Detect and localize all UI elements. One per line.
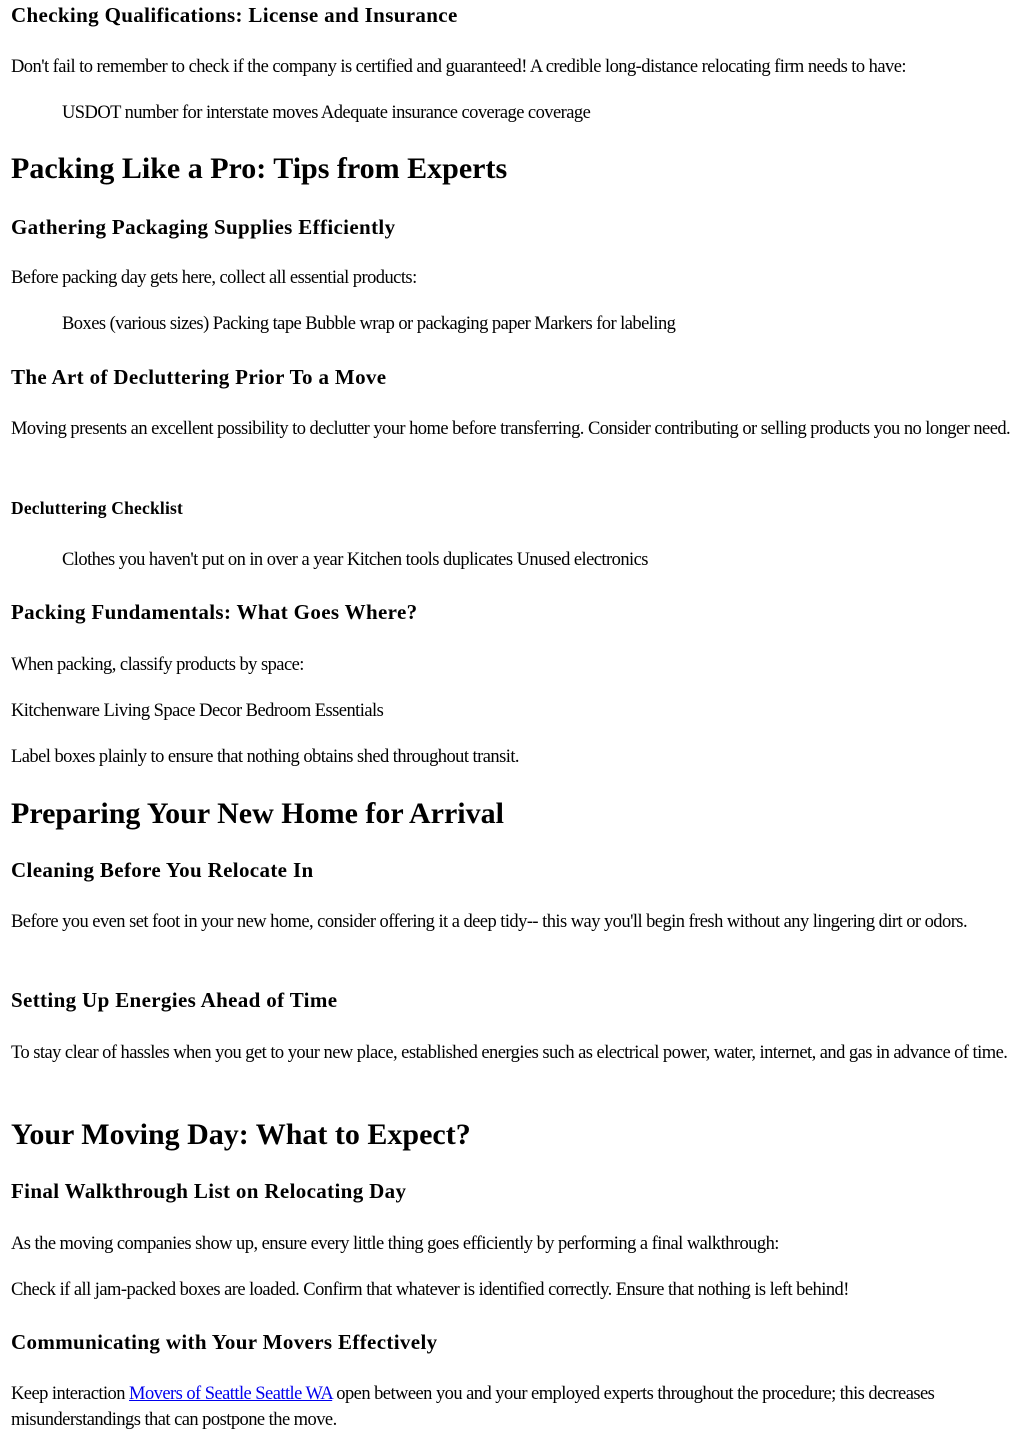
heading-gathering-supplies: Gathering Packaging Supplies Efficiently <box>11 215 396 239</box>
list-decluttering-checklist: Clothes you haven't put on in over a year Kitchen tools duplicates Unused electronics <box>62 550 648 570</box>
heading-packing-fundamentals: Packing Fundamentals: What Goes Where? <box>11 600 418 624</box>
list-fundamentals: Kitchenware Living Space Decor Bedroom Essentials <box>11 701 384 721</box>
heading-cleaning: Cleaning Before You Relocate In <box>11 858 314 882</box>
paragraph-walkthrough-intro: As the moving companies show up, ensure every little thing goes efficiently by performing a final walkthrough: <box>11 1234 779 1254</box>
paragraph-utilities: To stay clear of hassles when you get to your new place, established energies such as electrical power, water, internet, and gas in advance of time. <box>11 1043 1008 1063</box>
list-qualifications: USDOT number for interstate moves Adequate insurance coverage coverage <box>62 103 591 123</box>
paragraph-fundamentals-note: Label boxes plainly to ensure that nothing obtains shed throughout transit. <box>11 747 520 767</box>
communicating-text-before: Keep interaction <box>11 1384 130 1404</box>
list-walkthrough: Check if all jam-packed boxes are loaded. Confirm that whatever is identified correctly. Ensure that nothing is left behind! <box>11 1280 849 1300</box>
heading-decluttering-checklist: Decluttering Checklist <box>11 498 184 518</box>
heading-decluttering: The Art of Decluttering Prior To a Move <box>11 365 387 389</box>
paragraph-fundamentals-intro: When packing, classify products by space: <box>11 655 304 675</box>
title-moving-day: Your Moving Day: What to Expect? <box>11 1118 471 1151</box>
paragraph-qualifications-intro: Don't fail to remember to check if the company is certified and guaranteed! A credible long-distance relocating firm needs to have: <box>11 57 906 77</box>
list-supplies: Boxes (various sizes) Packing tape Bubble wrap or packaging paper Markers for labeling <box>62 314 676 334</box>
heading-checking-qualifications: Checking Qualifications: License and Insurance <box>11 3 458 27</box>
heading-final-walkthrough: Final Walkthrough List on Relocating Day <box>11 1179 407 1203</box>
paragraph-communicating <box>11 1381 1011 1433</box>
movers-of-seattle-link[interactable]: Movers of Seattle Seattle WA <box>129 1384 333 1404</box>
communicating-text-after: open between you and your employed experts throughout the procedure; this decreases misunderstandings that can postpone the move. <box>11 1384 935 1430</box>
heading-communicating: Communicating with Your Movers Effectively <box>11 1330 438 1354</box>
title-packing-like-a-pro: Packing Like a Pro: Tips from Experts <box>11 152 508 185</box>
title-preparing-new-home: Preparing Your New Home for Arrival <box>11 797 504 830</box>
paragraph-decluttering: Moving presents an excellent possibility to declutter your home before transferring. Consider contributing or selling products you no longer need. <box>11 419 1011 439</box>
paragraph-supplies-intro: Before packing day gets here, collect all essential products: <box>11 268 417 288</box>
heading-utilities: Setting Up Energies Ahead of Time <box>11 988 338 1012</box>
paragraph-cleaning: Before you even set foot in your new home, consider offering it a deep tidy-- this way you'll begin fresh without any lingering dirt or odors. <box>11 912 968 932</box>
